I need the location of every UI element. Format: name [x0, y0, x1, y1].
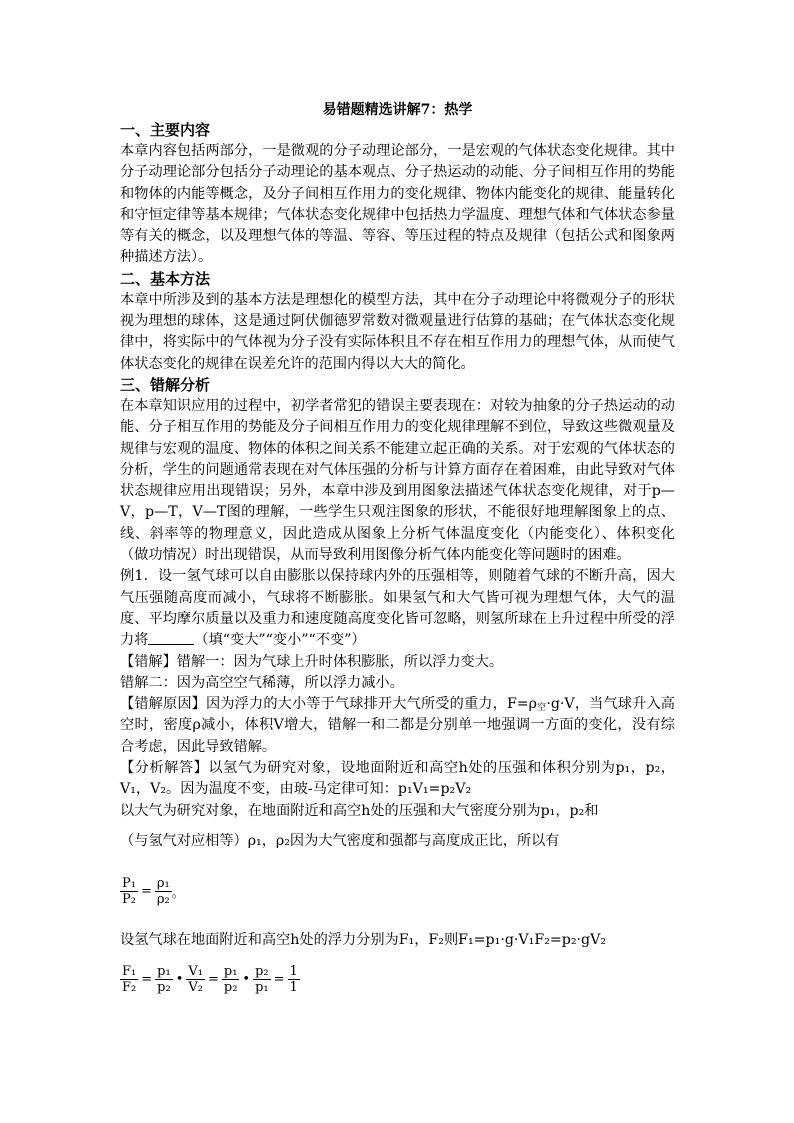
formula-p1: P₁ [122, 876, 136, 892]
wrong-answer-tag: 【错解】 [120, 653, 177, 670]
frac-num: 1 [289, 963, 298, 979]
equals-sign: = [140, 884, 152, 900]
analysis-answer-line-4: 设氢气球在地面附近和高空h处的浮力分别为F₁，F₂则F₁=p₁·g·V₁F₂=p₂·gV₂ [120, 932, 607, 949]
equals-sign: = [141, 971, 153, 987]
multiply-dot: • [175, 971, 184, 987]
multiply-dot: • [242, 971, 251, 987]
formula-rho1: ρ₁ [156, 876, 170, 892]
equals-sign: = [273, 971, 285, 987]
wrong-answer-2: 错解二：因为高空空气稀薄，所以浮力减小。 [120, 674, 404, 691]
formula-end-mark: 。 [171, 886, 185, 902]
frac-den: 1 [289, 979, 298, 995]
section-heading-error-analysis: 三、错解分析 [120, 375, 211, 394]
section-heading-basic-method: 二、基本方法 [120, 269, 211, 288]
frac-f1: F₁ [122, 963, 137, 979]
error-reason-subscript: 空 [537, 703, 547, 714]
example-question-text: 例1．设一氢气球可以自由膨胀以保持球内外的压强相等，则随着气球的不断升高，因大气压强随高度而减小，气球将不断膨胀。如果氢气和大气皆可视为理想气体，大气的温度、平均摩尔质量以及重力和速度随高度变化皆可忽略，则氢所球在上升过程中所受的浮力将 [120, 568, 675, 649]
equals-sign: = [207, 971, 219, 987]
analysis-answer-line-2: 以大气为研究对象，在地面附近和高空h处的压强和大气密度分别为p₁，p₂和 [120, 802, 599, 819]
answer-blank [148, 632, 194, 645]
wrong-answer-1-text: 错解一：因为气球上升时体积膨胀，所以浮力变大。 [176, 653, 504, 670]
frac-num: V₁ [188, 963, 203, 979]
analysis-answer-tag: 【分析解答】 [120, 760, 209, 777]
formula-density-ratio [120, 852, 675, 930]
section-body-main-content: 本章内容包括两部分，一是微观的分子动理论部分，一是宏观的气体状态变化规律。其中分子动理论部分包括分子动理论的基本观点、分子热运动的动能、分子间相互作用的势能和物体的内能等概念，及分子间相互作用力的变化规律、物体内能变化的规律、能量转化和守恒定律等基本规律；气体状态变化规律中包括热力学温度、理想气体和气体状态参量等有关的概念，以及理想气体的等温、等容、等压过程的特点及规律（包括公式和图象两种描述方法）。 [120, 143, 675, 266]
frac-f2: F₂ [122, 979, 137, 995]
section-body-basic-method: 本章中所涉及到的基本方法是理想化的模型方法，其中在分子动理论中将微观分子的形状视为理想的球体，这是通过阿伏伽德罗常数对微观量进行估算的基础；在气体状态变化规律中，将实际中的气体视为分子没有实际体积且不存在相互作用力的理想气体，从而使气体状态变化的规律在误差允许的范围内得以大大的简化。 [120, 291, 675, 372]
frac-num: p₁ [223, 963, 238, 979]
error-reason-tag: 【错解原因】 [120, 696, 206, 713]
wrong-answer-1 [120, 652, 675, 673]
document-title: 易错题精选讲解7：热学 [322, 102, 473, 118]
frac-num: p₂ [255, 963, 269, 979]
analysis-answer-line-3: （与氢气对应相等）ρ₁，ρ₂因为大气密度和强都与高度成正比，所以有 [120, 832, 560, 849]
error-reason-text-b: ·g·V，当气球升入高空时，密度ρ减小，体积V增大，错解一和二都是分别单一地强调一方面的变化，没有综合考虑，因此导致错解。 [120, 696, 675, 755]
example-question-options: （填“变大”“变小”“不变”） [194, 632, 366, 649]
formula-rho2: ρ₂ [156, 892, 170, 908]
section-heading-main-content: 一、主要内容 [120, 121, 211, 139]
frac-num: p₁ [157, 963, 171, 979]
section-body-error-analysis: 在本章知识应用的过程中，初学者常犯的错误主要表现在：对较为抽象的分子热运动的动能、分子相互作用的势能及分子间相互作用力的变化规律理解不到位，导致这些微观量及规律与宏观的温度、物体的体积之间关系不能建立起正确的关系。对于宏观的气体状态的分析，学生的问题通常表现在对气体压强的分析与计算方面存在着困难，由此导致对气体状态规律应用出现错误；另外，本章中涉及到用图象法描述气体状态变化规律，对于p—V，p—T，V—T图的理解，一些学生只观注图象的形状，不能很好地理解图象上的点、线、斜率等的物理意义，因此造成从图象上分析气体温度变化（内能变化）、体积变化（做功情况）时出现错误，从而导致利用图像分析气体内能变化等问题时的困难。 [120, 397, 675, 564]
document-page [120, 100, 675, 1012]
frac-den: p₂ [157, 979, 171, 995]
boyle-law-formula: p₁V₁=p₂V₂ [397, 781, 472, 798]
analysis-answer [120, 758, 675, 801]
frac-den: p₁ [255, 979, 269, 995]
formula-p2: P₂ [122, 892, 136, 908]
example-question [120, 566, 675, 651]
formula-buoyancy-ratio [120, 952, 675, 1012]
analysis-answer-text: 以氢气为研究对象，设地面附近和高空h处的压强和体积分别为p₁，p₂，V₁，V₂。因为温度不变，由玻-马定律可知： [120, 760, 675, 798]
frac-den: p₂ [223, 979, 238, 995]
error-reason [120, 694, 675, 758]
frac-den: V₂ [188, 979, 203, 995]
error-reason-text-a: 因为浮力的大小等于气球排开大气所受的重力，F=ρ [206, 696, 538, 713]
